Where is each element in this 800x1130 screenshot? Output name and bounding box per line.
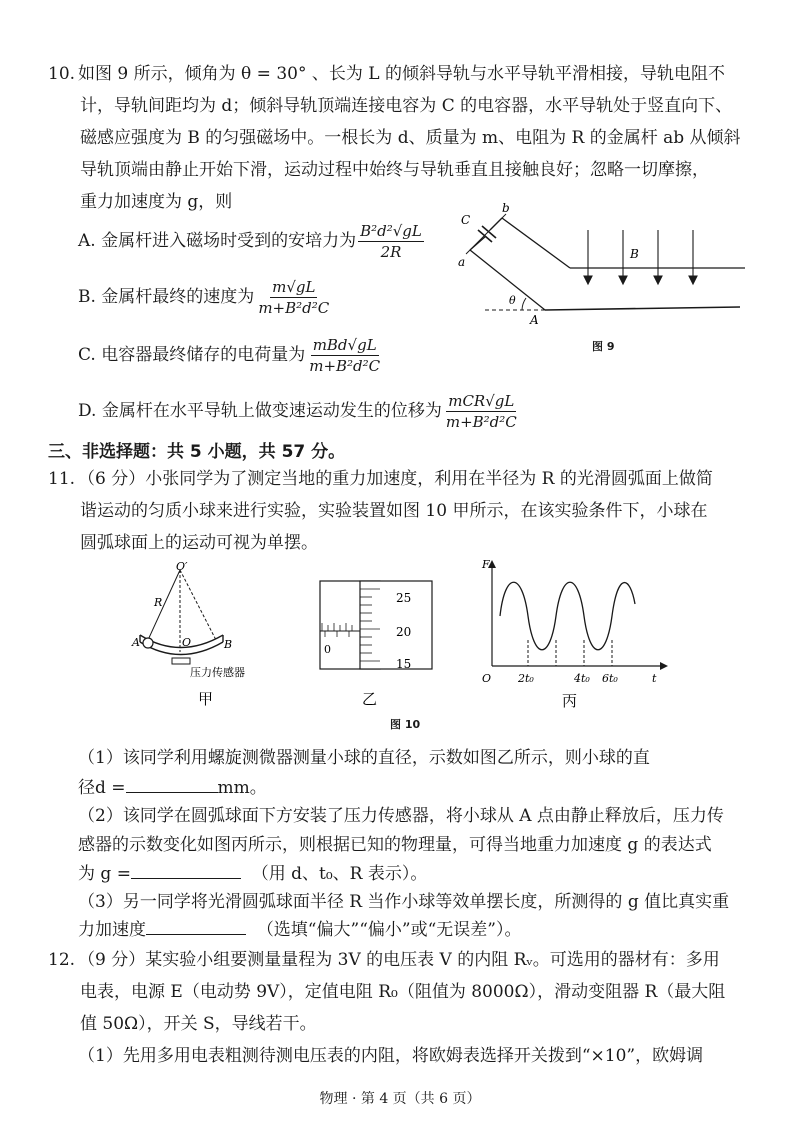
q10-option-b: B. 金属杆最终的速度为 $\frac{m√gL}{\text{m+B²d²C}}$ xyxy=(78,278,330,317)
q11-sub1-line2: 径d = mm。 xyxy=(78,772,758,804)
q12-line-2: 电表，电源 E（电动势 9V），定值电阻 R₀（阻值为 8000Ω），滑动变阻器 R（最大阻 xyxy=(80,982,726,1002)
q10-number: 10. xyxy=(48,64,76,84)
svg-text:6t₀: 6t₀ xyxy=(602,672,618,685)
q10-line-1: 10. 如图 9 所示，倾角为 θ = 30° 、长为 L 的倾斜导轨与水平导轨平滑相接，导轨电阻不 xyxy=(48,58,756,90)
svg-text:15: 15 xyxy=(396,657,412,671)
fraction: $\frac{m√gL}{\text{m+B²d²C}}$ xyxy=(258,278,330,317)
page-footer: 物理 · 第 4 页（共 6 页） xyxy=(319,1091,481,1107)
label-c: C xyxy=(461,213,471,227)
q10-line-2: 计，导轨间距均为 d；倾斜导轨顶端连接电容为 C 的电容器，水平导轨处于竖直向下、 xyxy=(80,96,733,116)
q12-line-3: 值 50Ω），开关 S，导线若干。 xyxy=(80,1014,317,1034)
svg-text:F: F xyxy=(482,558,490,571)
label-b: b xyxy=(502,201,510,215)
answer-blank-1[interactable] xyxy=(126,774,218,793)
q11-sub2-line2: 感器的示数变化如图丙所示，则根据已知的物理量，可得当地重力加速度 g 的表达式 xyxy=(78,835,712,855)
svg-text:压力传感器: 压力传感器 xyxy=(190,666,245,679)
figure-10-yi xyxy=(300,575,450,710)
q12-line-1: 12. （9 分）某实验小组要测量量程为 3V 的电压表 V 的内阻 Rᵥ。可选用的器材有：多用 xyxy=(48,944,756,976)
figure-10-bing xyxy=(480,556,670,710)
label-theta: θ xyxy=(509,294,516,307)
q11-sub3-line1: （3）另一同学将光滑圆弧球面半径 R 当作小球等效单摆长度，所测得的 g 值比真实重 xyxy=(78,892,730,912)
figure-9-caption: 图 9 xyxy=(592,340,615,353)
label-field-B: B xyxy=(630,247,639,261)
svg-text:20: 20 xyxy=(396,625,412,639)
q10-line-4: 导轨顶端由静止开始下滑，运动过程中始终与导轨垂直且接触良好；忽略一切摩擦， xyxy=(80,160,709,180)
svg-text:25: 25 xyxy=(396,591,412,605)
svg-text:O: O xyxy=(182,636,192,649)
sensor-block xyxy=(172,658,190,664)
label-jia: 甲 xyxy=(198,690,214,708)
q10-option-d: D. 金属杆在水平导轨上做变速运动发生的位移为 $\frac{\text{mCR√gL}}{\text{m+B²d²C}}$ xyxy=(78,392,517,431)
q12-sub1: （1）先用多用电表粗测待测电压表的内阻，将欧姆表选择开关拨到“×10”，欧姆调 xyxy=(78,1046,704,1066)
svg-text:A: A xyxy=(132,636,140,649)
figure-10-jia xyxy=(128,560,278,710)
svg-text:R: R xyxy=(154,596,163,609)
label-yi: 乙 xyxy=(362,690,378,708)
figure-9 xyxy=(440,200,760,330)
q11-sub2-line1: （2）该同学在圆弧球面下方安装了压力传感器，将小球从 A 点由静止释放后，压力传 xyxy=(78,806,724,826)
figure-10-caption: 图 10 xyxy=(390,718,421,731)
fraction: $\frac{\text{B²d²√gL}}{2R}$ xyxy=(360,222,422,261)
label-a: a xyxy=(458,255,466,269)
fraction: $\frac{\text{mBd√gL}}{\text{m+B²d²C}}$ xyxy=(309,336,381,375)
ball xyxy=(143,638,153,648)
q11-line-2: 谐运动的匀质小球来进行实验，实验装置如图 10 甲所示，在该实验条件下，小球在 xyxy=(80,501,708,521)
label-bing: 丙 xyxy=(562,692,578,710)
svg-text:4t₀: 4t₀ xyxy=(574,672,590,685)
fraction: $\frac{\text{mCR√gL}}{\text{m+B²d²C}}$ xyxy=(445,392,517,431)
answer-blank-3[interactable] xyxy=(146,916,246,935)
svg-text:2t₀: 2t₀ xyxy=(518,672,534,685)
answer-blank-2[interactable] xyxy=(131,860,241,879)
label-A: A xyxy=(530,313,539,327)
q10-option-a: A. 金属杆进入磁场时受到的安培力为 $\frac{\text{B²d²√gL}}{2R}$ xyxy=(78,222,422,261)
section-heading: 三、非选择题：共 5 小题，共 57 分。 xyxy=(48,442,346,462)
q11-sub3-line2: 力加速度 （选填“偏大”“偏小”或“无误差”）。 xyxy=(78,914,758,946)
svg-text:O′: O′ xyxy=(176,560,188,573)
q12-number: 12. xyxy=(48,950,76,970)
q11-line-3: 圆弧球面上的运动可视为单摆。 xyxy=(80,533,318,553)
q11-number: 11. xyxy=(48,469,76,489)
q10-line-5: 重力加速度为 g，则 xyxy=(80,192,233,212)
q11-sub1-line1: （1）该同学利用螺旋测微器测量小球的直径，示数如图乙所示，则小球的直 xyxy=(78,748,650,768)
svg-text:t: t xyxy=(652,672,657,685)
q11-line-1: 11. （6 分）小张同学为了测定当地的重力加速度，利用在半径为 R 的光滑圆弧面上做简 xyxy=(48,463,756,495)
svg-text:0: 0 xyxy=(324,643,331,656)
q10-line-3: 磁感应强度为 B 的匀强磁场中。一根长为 d、质量为 m、电阻为 R 的金属杆 ab 从倾斜 xyxy=(80,128,741,148)
q10-option-c: C. 电容器最终储存的电荷量为 $\frac{\text{mBd√gL}}{\text{m+B²d²C}}$ xyxy=(78,336,381,375)
svg-text:B: B xyxy=(224,638,233,651)
svg-text:O: O xyxy=(482,672,492,685)
force-curve xyxy=(500,582,635,650)
field-arrows xyxy=(584,230,697,284)
q11-sub2-line3: 为 g = （用 d、t₀、R 表示）。 xyxy=(78,858,758,890)
